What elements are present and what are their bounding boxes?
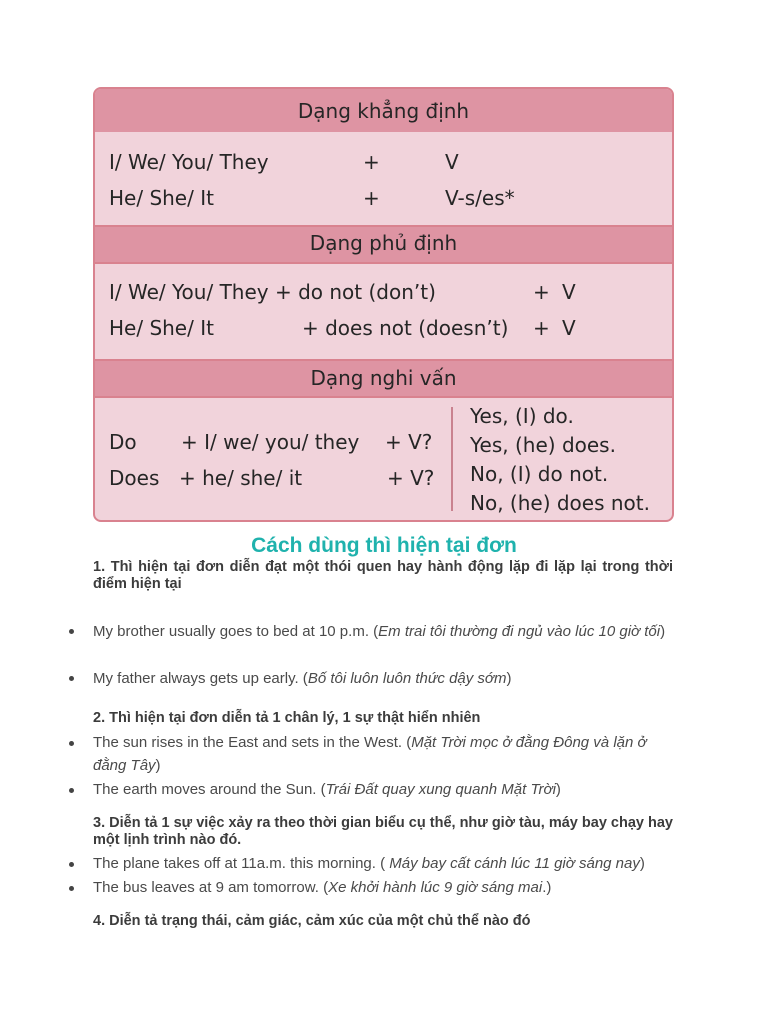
bullet-icon (69, 862, 74, 867)
question-title: Dạng nghi vấn (310, 366, 457, 390)
list-item: The bus leaves at 9 am tomorrow. (Xe khởi hành lúc 9 giờ sáng mai.) (93, 879, 552, 896)
question-row1-tail: + V? (385, 430, 433, 454)
list-item: My brother usually goes to bed at 10 p.m. (Em trai tôi thường đi ngủ vào lúc 10 giờ tối) (93, 623, 666, 640)
answer-4: No, (he) does not. (470, 491, 650, 515)
bullet-icon (69, 629, 74, 634)
section-2-title: 2. Thì hiện tại đơn diễn tả 1 chân lý, 1 sự thật hiển nhiên (93, 710, 481, 726)
answer-divider (451, 407, 453, 511)
divider (95, 359, 672, 361)
section-4-title: 4. Diễn tả trạng thái, cảm giác, cảm xúc của một chủ thể nào đó (93, 913, 531, 929)
affirmative-row1-plus: + (363, 150, 380, 174)
bullet-icon (69, 886, 74, 891)
negative-row2-subject: He/ She/ It (109, 316, 214, 340)
negative-row1-plus: + (533, 280, 550, 304)
grammar-table-image (93, 87, 674, 522)
list-item: The sun rises in the East and sets in the West. (Mặt Trời mọc ở đằng Đông và lặn ở đằng Tây) (93, 734, 647, 774)
answer-2: Yes, (he) does. (470, 433, 616, 457)
negative-row2-plus: + (533, 316, 550, 340)
bullet-icon (69, 788, 74, 793)
list-item: The earth moves around the Sun. (Trái Đất quay xung quanh Mặt Trời) (93, 781, 561, 798)
affirmative-row1-subject: I/ We/ You/ They (109, 150, 269, 174)
answer-1: Yes, (I) do. (470, 404, 574, 428)
bullet-icon (69, 741, 74, 746)
affirmative-row2-plus: + (363, 186, 380, 210)
negative-row1-subject: I/ We/ You/ They + do not (don’t) (109, 280, 436, 304)
divider (95, 396, 672, 398)
negative-row2-aux: + does not (doesn’t) (302, 316, 509, 340)
divider (95, 262, 672, 264)
affirmative-row1-verb: V (445, 150, 459, 174)
negative-row1-verb: V (562, 280, 576, 304)
list-item: The plane takes off at 11a.m. this morning. ( Máy bay cất cánh lúc 11 giờ sáng nay) (93, 855, 645, 872)
section-1-title: 1. Thì hiện tại đơn diễn đạt một thói quen hay hành động lặp đi lặp lại trong thời điểm hiện tại (93, 559, 673, 592)
question-row1-aux: Do (109, 430, 137, 454)
answer-3: No, (I) do not. (470, 462, 609, 486)
page-heading: Cách dùng thì hiện tại đơn (251, 534, 517, 557)
affirmative-row2-verb: V-s/es* (445, 186, 515, 210)
question-row2-aux: Does (109, 466, 160, 490)
bullet-icon (69, 676, 74, 681)
affirmative-title: Dạng khẳng định (297, 99, 470, 123)
section-3-title: 3. Diễn tả 1 sự việc xảy ra theo thời gian biểu cụ thể, như giờ tàu, máy bay chạy hay một lịnh trình nào đó. (93, 815, 673, 848)
question-row2-subject: + he/ she/ it (179, 466, 303, 490)
question-row2-tail: + V? (387, 466, 435, 490)
question-row1-subject: + I/ we/ you/ they (181, 430, 360, 454)
negative-row2-verb: V (562, 316, 576, 340)
list-item: My father always gets up early. (Bố tôi luôn luôn thức dậy sớm) (93, 670, 512, 687)
negative-title: Dạng phủ định (309, 231, 458, 255)
affirmative-row2-subject: He/ She/ It (109, 186, 214, 210)
